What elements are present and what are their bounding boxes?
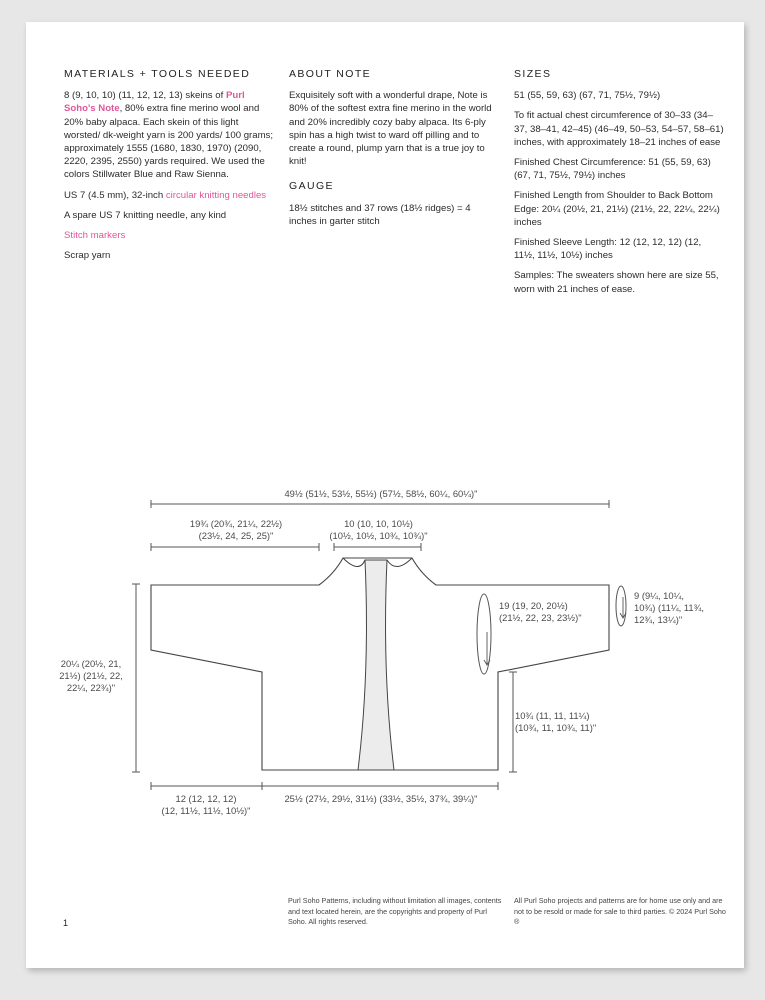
cuff-label-3: 12¾, 13¼)" [634, 614, 683, 625]
stitch-markers-link[interactable]: Stitch markers [64, 230, 126, 242]
usage-footer: All Purl Soho projects and patterns are for home use only and are not to be resold or made for sale to third parties. © 2024 Purl Soho ® [514, 896, 726, 926]
materials-heading: MATERIALS + TOOLS NEEDED [64, 68, 251, 80]
sizes-fit: To fit actual chest circumference of 30–33 (34–37, 38–41, 42–45) (46–49, 50–53, 54–57, 58–61) inches, with approximately 18–21 inches of ease [514, 110, 724, 148]
sleeve-length-label-2: (12, 11½, 11½, 10½)" [161, 805, 251, 816]
pattern-page [26, 22, 744, 968]
spare-needle-text: A spare US 7 knitting needle, any kind [64, 209, 227, 221]
about-text: Exquisitely soft with a wonderful drape, Note is 80% of the softest extra fine merino in the world and 20% incredibly cozy baby alpaca. Its 6-ply spin has a high twist to ward off pilling and to create a round, plump yarn that is a true joy to knit! [289, 90, 492, 168]
neck-label-2: (10½, 10½, 10¾, 10¾)" [329, 530, 428, 541]
page-number: 1 [63, 918, 69, 928]
needles-link[interactable]: circular knitting needles [165, 189, 267, 201]
sizes-chest: Finished Chest Circumference: 51 (55, 59, 63) (67, 71, 75½, 79½) inches [514, 157, 711, 182]
half-width-label-1: 19¾ (20¾, 21¼, 22½) [189, 518, 283, 529]
sizes-sleeve: Finished Sleeve Length: 12 (12, 12, 12) (12, 11½, 11½, 10½) inches [514, 237, 702, 262]
needles-paragraph: US 7 (4.5 mm), 32-inch circular knitting needles [64, 189, 267, 201]
bottom-width-label: 25½ (27½, 29½, 31½) (33½, 35½, 37¾, 39¼)" [284, 793, 478, 804]
gauge-text: 18½ stitches and 37 rows (18½ ridges) = 4 inches in garter stitch [289, 202, 471, 227]
side-length-label-2: (10¾, 11, 10¾, 11)" [515, 722, 597, 733]
scrap-yarn-text: Scrap yarn [64, 250, 111, 262]
sizes-samples: Samples: The sweaters shown here are size 55, worn with 21 inches of ease. [514, 270, 719, 295]
half-width-label-2: (23½, 24, 25, 25)" [198, 530, 274, 541]
cuff-ellipse [616, 586, 626, 626]
sizes-heading: SIZES [514, 68, 552, 80]
about-heading: ABOUT NOTE [289, 68, 372, 80]
armhole-label-2: (21½, 22, 23, 23½)" [499, 612, 582, 623]
copyright-footer: Purl Soho Patterns, including without limitation all images, contents and text located herein, are the copyrights and property of Purl Soho. All rights reserved. [288, 896, 502, 926]
sleeve-length-label-1: 12 (12, 12, 12) [175, 793, 237, 804]
gauge-heading: GAUGE [289, 180, 334, 193]
yarn-link[interactable]: Purl Soho's Note [64, 90, 245, 115]
length-label-1: 20¼ (20½, 21, [60, 658, 122, 669]
total-width-label: 49½ (51½, 53½, 55½) (57½, 58½, 60¼, 60¼)" [284, 488, 478, 499]
side-length-label-1: 10¾ (11, 11, 11¼) [515, 710, 590, 721]
armhole-label-1: 19 (19, 20, 20½) [499, 600, 568, 611]
cuff-label-2: 10¾) (11¼, 11¾, [634, 602, 705, 613]
length-label-2: 21½) (21½, 22, [59, 670, 123, 681]
length-label-3: 22¼, 22¾)" [66, 682, 116, 693]
sizes-length: Finished Length from Shoulder to Back Bottom Edge: 20¼ (20½, 21, 21½) (21½, 22, 22¼, 22¼) inches [514, 190, 720, 228]
cuff-label-1: 9 (9¼, 10¼, [634, 590, 685, 601]
neck-label-1: 10 (10, 10, 10½) [344, 518, 413, 529]
yarn-paragraph: 8 (9, 10, 10) (11, 12, 12, 13) skeins of Purl Soho's Note, 80% extra fine merino wool and 20% baby alpaca. Each skein of this light worsted/ dk-weight yarn is 200 yards/ 100 grams; approximately 1555 (1680, 1830, 1970) (2090, 2220, 2395, 2550) yards required. We used the colors Stillwater Blue and Raw Sienna. [64, 90, 274, 181]
sizes-list: 51 (55, 59, 63) (67, 71, 75½, 79½) [514, 90, 661, 102]
